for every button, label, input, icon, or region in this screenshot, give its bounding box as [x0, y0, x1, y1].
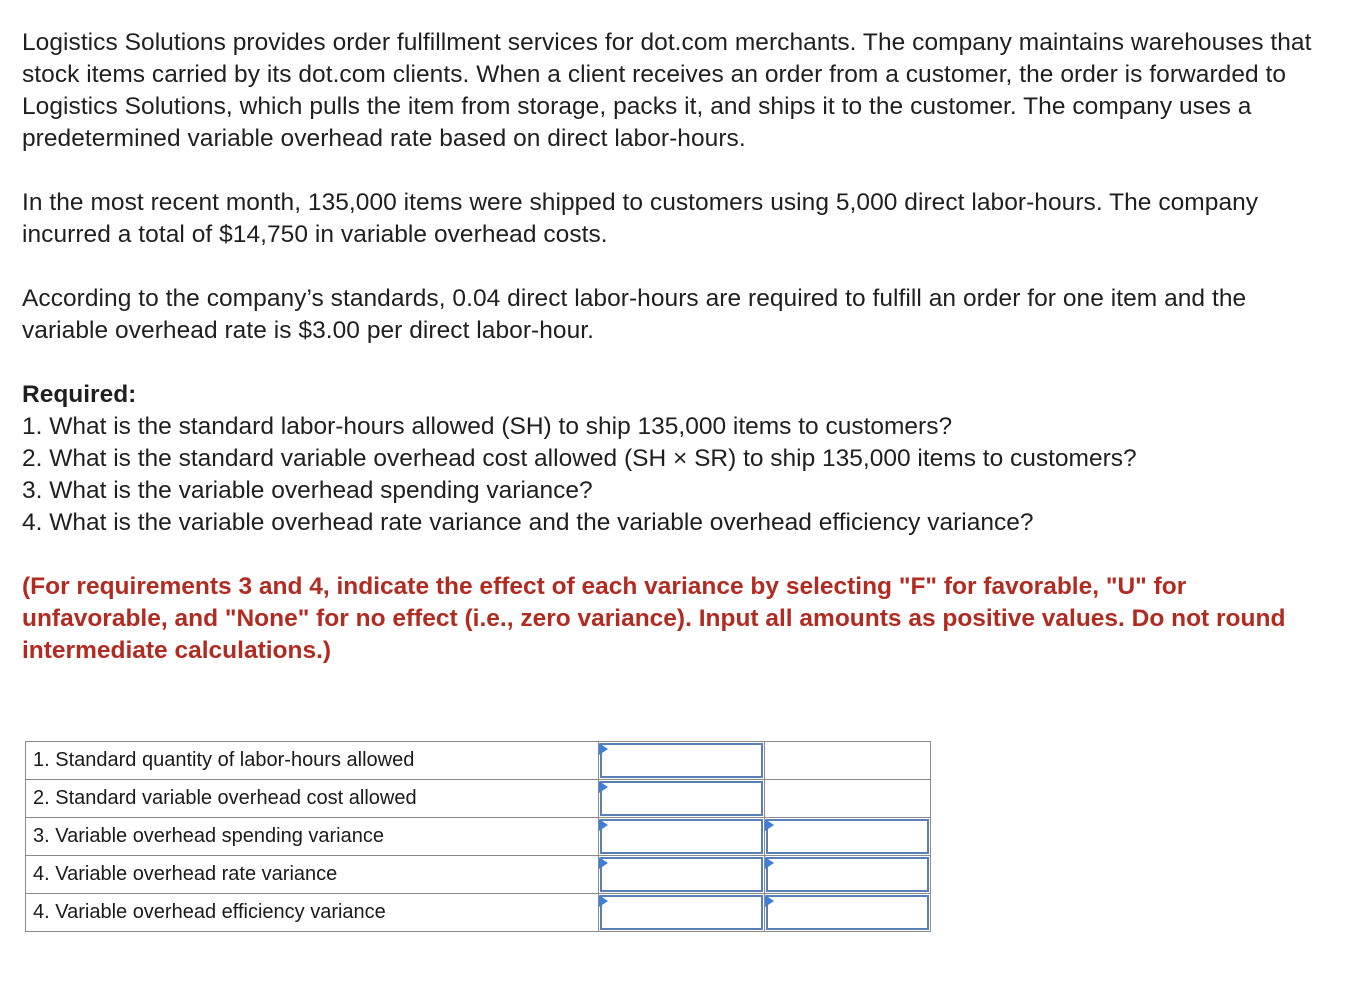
- efficiency-variance-effect-select[interactable]: [766, 895, 929, 930]
- row-label: 4. Variable overhead efficiency variance: [26, 894, 599, 932]
- requirement-4: 4. What is the variable overhead rate variance and the variable overhead efficiency variance?: [22, 509, 1034, 536]
- problem-paragraph-2: In the most recent month, 135,000 items were shipped to customers using 5,000 direct labor-hours. The company incurred a total of $14,750 in variable overhead costs.: [22, 189, 1259, 248]
- input-marker-icon: [599, 743, 608, 755]
- amount-cell: [599, 856, 765, 894]
- table-row: [26, 894, 931, 932]
- required-heading: Required:: [22, 381, 137, 408]
- input-marker-icon: [599, 895, 608, 907]
- empty-cell: [765, 742, 931, 780]
- efficiency-variance-input[interactable]: [600, 895, 763, 930]
- requirement-3: 3. What is the variable overhead spending variance?: [22, 477, 593, 504]
- spending-variance-effect-select[interactable]: [766, 819, 929, 854]
- empty-cell: [765, 780, 931, 818]
- spending-variance-input[interactable]: [600, 819, 763, 854]
- problem-paragraph-3: According to the company’s standards, 0.04 direct labor-hours are required to fulfill an order for one item and the variable overhead rate is $3.00 per direct labor-hour.: [22, 285, 1247, 344]
- requirement-2: 2. What is the standard variable overhead cost allowed (SH × SR) to ship 135,000 items to customers?: [22, 445, 1137, 472]
- input-marker-icon: [599, 781, 608, 793]
- amount-cell: [599, 894, 765, 932]
- dropdown-marker-icon: [765, 819, 774, 831]
- problem-paragraph-1: Logistics Solutions provides order fulfillment services for dot.com merchants. The company maintains warehouses that stock items carried by its dot.com clients. When a client receives an order from a customer, the order is forwarded to Logistics Solutions, which pulls the item from storage, packs it, and ships it to the customer. The company uses a predetermined variable overhead rate based on direct labor-hours.: [22, 29, 1312, 152]
- amount-cell: [599, 780, 765, 818]
- standard-hours-input[interactable]: [600, 743, 763, 778]
- table-row: [26, 856, 931, 894]
- standard-cost-input[interactable]: [600, 781, 763, 816]
- table-row: [26, 780, 931, 818]
- rate-variance-effect-select[interactable]: [766, 857, 929, 892]
- effect-cell: [765, 894, 931, 932]
- amount-cell: [599, 742, 765, 780]
- row-label: 1. Standard quantity of labor-hours allowed: [26, 742, 599, 780]
- effect-cell: [765, 856, 931, 894]
- requirement-1: 1. What is the standard labor-hours allowed (SH) to ship 135,000 items to customers?: [22, 413, 953, 440]
- row-label: 3. Variable overhead spending variance: [26, 818, 599, 856]
- input-marker-icon: [599, 819, 608, 831]
- amount-cell: [599, 818, 765, 856]
- rate-variance-input[interactable]: [600, 857, 763, 892]
- table-row: [26, 818, 931, 856]
- dropdown-marker-icon: [765, 895, 774, 907]
- effect-cell: [765, 818, 931, 856]
- requirements-list: [22, 411, 1337, 539]
- answer-table: [25, 741, 931, 932]
- row-label: 2. Standard variable overhead cost allowed: [26, 780, 599, 818]
- dropdown-marker-icon: [765, 857, 774, 869]
- table-row: [26, 742, 931, 780]
- problem-content: [22, 27, 1337, 667]
- instructions-note: (For requirements 3 and 4, indicate the effect of each variance by selecting "F" for favorable, "U" for unfavorable, and "None" for no effect (i.e., zero variance). Input all amounts as positive values. Do not round intermediate calculations.): [22, 573, 1286, 664]
- input-marker-icon: [599, 857, 608, 869]
- row-label: 4. Variable overhead rate variance: [26, 856, 599, 894]
